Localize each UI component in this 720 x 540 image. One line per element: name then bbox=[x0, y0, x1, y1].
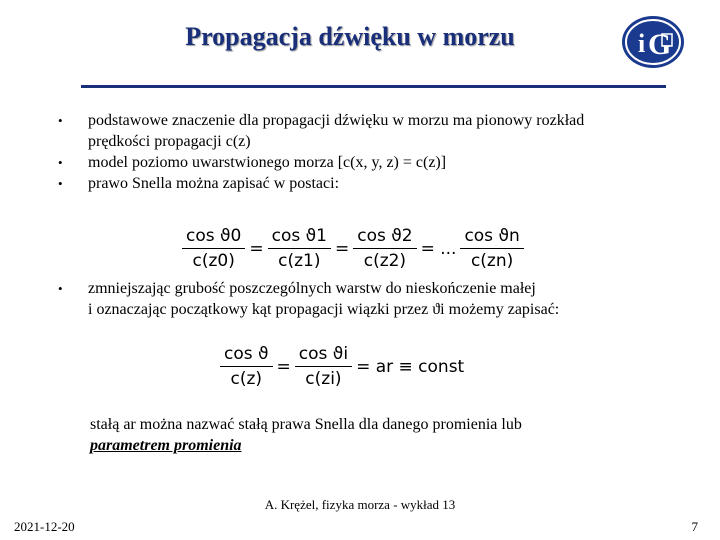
bullet-line: prędkości propagacji c(z) bbox=[88, 133, 251, 150]
equals-sign: = bbox=[276, 356, 291, 377]
bullet-marker: • bbox=[58, 281, 63, 296]
snell-law-equation bbox=[182, 226, 524, 271]
bullet-item bbox=[58, 278, 658, 320]
svg-text:G: G bbox=[648, 28, 672, 61]
institute-logo-icon bbox=[620, 14, 686, 70]
title-divider bbox=[81, 85, 666, 88]
bullet-marker: • bbox=[58, 176, 63, 191]
bullet-line: prawo Snella można zapisać w postaci: bbox=[88, 175, 340, 192]
bullet-item bbox=[58, 110, 658, 152]
bullet-item bbox=[58, 173, 658, 194]
paragraph-emphasis: parametrem promienia bbox=[90, 437, 242, 454]
slide-title: Propagacja dźwięku w morzu bbox=[185, 22, 515, 51]
numerator: cos ϑn bbox=[460, 226, 523, 249]
numerator: cos ϑ bbox=[220, 344, 273, 367]
bullet-marker: • bbox=[58, 155, 63, 170]
denominator: c(z2) bbox=[363, 251, 407, 271]
bullet-marker: • bbox=[58, 113, 63, 128]
numerator: cos ϑ1 bbox=[268, 226, 331, 249]
numerator: cos ϑi bbox=[295, 344, 352, 367]
page-number: 7 bbox=[691, 519, 698, 534]
equation-rhs: = ar ≡ const bbox=[356, 356, 465, 377]
denominator: c(z0) bbox=[192, 251, 235, 271]
numerator: cos ϑ2 bbox=[353, 226, 416, 249]
paragraph-line: stałą ar można nazwać stałą prawa Snella dla danego promienia lub bbox=[90, 416, 522, 433]
slide-date: 2021-12-20 bbox=[14, 519, 75, 534]
bullet-list bbox=[58, 110, 658, 320]
numerator: cos ϑ0 bbox=[182, 226, 245, 249]
equals-sign: = bbox=[249, 238, 264, 259]
svg-text:i: i bbox=[638, 29, 646, 58]
footer-text: A. Krężel, fizyka morza - wykład 13 bbox=[264, 497, 456, 512]
bullet-item bbox=[58, 152, 658, 173]
denominator: c(z1) bbox=[278, 251, 321, 271]
bullet-line: i oznaczając początkowy kąt propagacji wiązki przez ϑi możemy zapisać: bbox=[88, 301, 560, 318]
snell-parameter-paragraph bbox=[90, 414, 650, 456]
constant-parameter-equation bbox=[220, 344, 468, 389]
fraction bbox=[220, 344, 273, 389]
fraction bbox=[295, 344, 352, 389]
denominator: c(z) bbox=[230, 369, 263, 389]
denominator: c(zn) bbox=[470, 251, 514, 271]
bullet-line: podstawowe znaczenie dla propagacji dźwięku w morzu ma pionowy rozkład bbox=[88, 112, 585, 129]
fraction bbox=[268, 226, 331, 271]
ellipsis: = ... bbox=[420, 238, 457, 259]
equals-sign: = bbox=[334, 238, 350, 259]
fraction bbox=[353, 226, 416, 271]
bullet-line: zmniejszając grubość poszczególnych warstw do nieskończenie małej bbox=[88, 280, 536, 297]
denominator: c(zi) bbox=[305, 369, 342, 389]
fraction bbox=[182, 226, 245, 271]
fraction bbox=[460, 226, 523, 271]
bullet-line: model poziomo uwarstwionego morza [c(x, y, z) = c(z)] bbox=[88, 154, 447, 171]
